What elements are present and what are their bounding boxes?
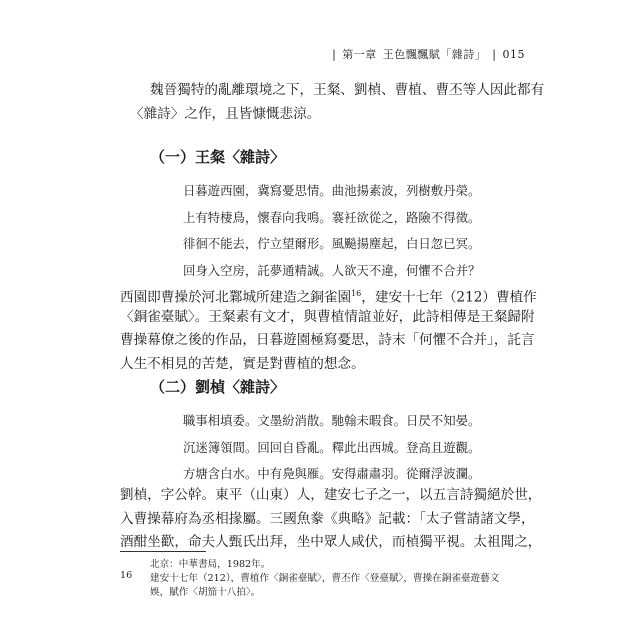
commentary-line: 劉楨，字公幹。東平（山東）人，建安七子之一，以五言詩獨絕於世， — [120, 487, 542, 503]
commentary-line: 西園即曹操於河北鄴城所建造之銅雀園$^{16}$，建安十七年（212）曹植作 — [120, 289, 537, 306]
footnote-continuation: 北京：中華書局，1982年。 — [150, 559, 271, 570]
commentary-line: 曹操幕僚之後的作品，日暮遊園極寫憂思，詩末「何懼不合并」，託言 — [120, 332, 535, 348]
header-chapter: 第一章 — [342, 48, 377, 61]
header-chapter-title: 王色飄飄賦「雜詩」 — [382, 48, 487, 61]
commentary-line: 〈銅雀臺賦〉。王粲素有文才，與曹植情誼並好，此詩相傳是王粲歸附 — [120, 308, 535, 325]
intro-line: 〈雜詩〉之作，且皆慷慨悲涼。 — [130, 105, 321, 122]
footnote-divider — [120, 551, 206, 552]
poem-line: 沉迷簿領間。回回自昏亂。釋此出西城。登高且遊觀。 — [183, 439, 481, 455]
footnote-ref-16[interactable]: 16 — [351, 289, 362, 298]
poem-liu-zhen — [183, 408, 480, 488]
commentary-liu-zhen — [120, 484, 541, 555]
poem-line: 徘徊不能去，佇立望爾形。風飈揚塵起，白日忽已冥。 — [183, 236, 481, 251]
commentary-line: 入曹操幕府為丞相掾屬。三國魚豢《典略》記載：「太子嘗請諸文學， — [120, 510, 535, 527]
poem-wang-can — [183, 178, 480, 284]
poem-line: 職事相填委。文墨紛消散。馳翰未暇食。日昃不知晏。 — [183, 413, 481, 428]
section-heading-liu-zhen: （二）劉楨〈雜詩〉 — [150, 378, 286, 396]
header-separator-left: | — [332, 47, 337, 61]
intro-line: 魏晉獨特的亂離環境之下，王粲、劉楨、曹植、曹丕等人因此都有 — [150, 82, 545, 98]
poem-line: 上有特棲鳥，懷春向我鳴。褰衽欲從之，路險不得徵。 — [183, 209, 481, 225]
poem-line: 日暮遊西園，冀寫憂思情。曲池揚素波，列樹敷丹榮。 — [183, 183, 481, 198]
poem-line: 方塘含白水。中有鳧與雁。安得肅肅羽。從爾浮波瀾。 — [183, 466, 481, 481]
poem-line: 回身入空房，託夢通精誠。人欲天不違，何懼不合并？ — [183, 262, 481, 278]
commentary-wang-can — [120, 282, 537, 376]
commentary-line: 酒酣坐歡，命夫人甄氏出拜，坐中眾人咸伏，而楨獨平視。太祖聞之， — [120, 534, 542, 550]
running-header — [332, 44, 525, 64]
footnote-16-text-line1: 建安十七年（212），曹植作〈銅雀臺賦〉，曹丕作〈登臺賦〉，曹操在銅雀臺遊藝文 — [150, 573, 500, 584]
commentary-line: 人生不相見的苦楚，實是對曹植的想念。 — [120, 355, 365, 372]
section-heading-wang-can: （一）王粲〈雜詩〉 — [150, 148, 286, 166]
footnote-16-number: 16 — [120, 570, 133, 581]
footnote-16-text-line2: 娛，賦作〈胡笳十八拍〉。 — [150, 587, 261, 598]
intro-paragraph — [130, 79, 545, 126]
page-number: 015 — [502, 47, 525, 61]
header-separator-right: | — [492, 47, 497, 61]
